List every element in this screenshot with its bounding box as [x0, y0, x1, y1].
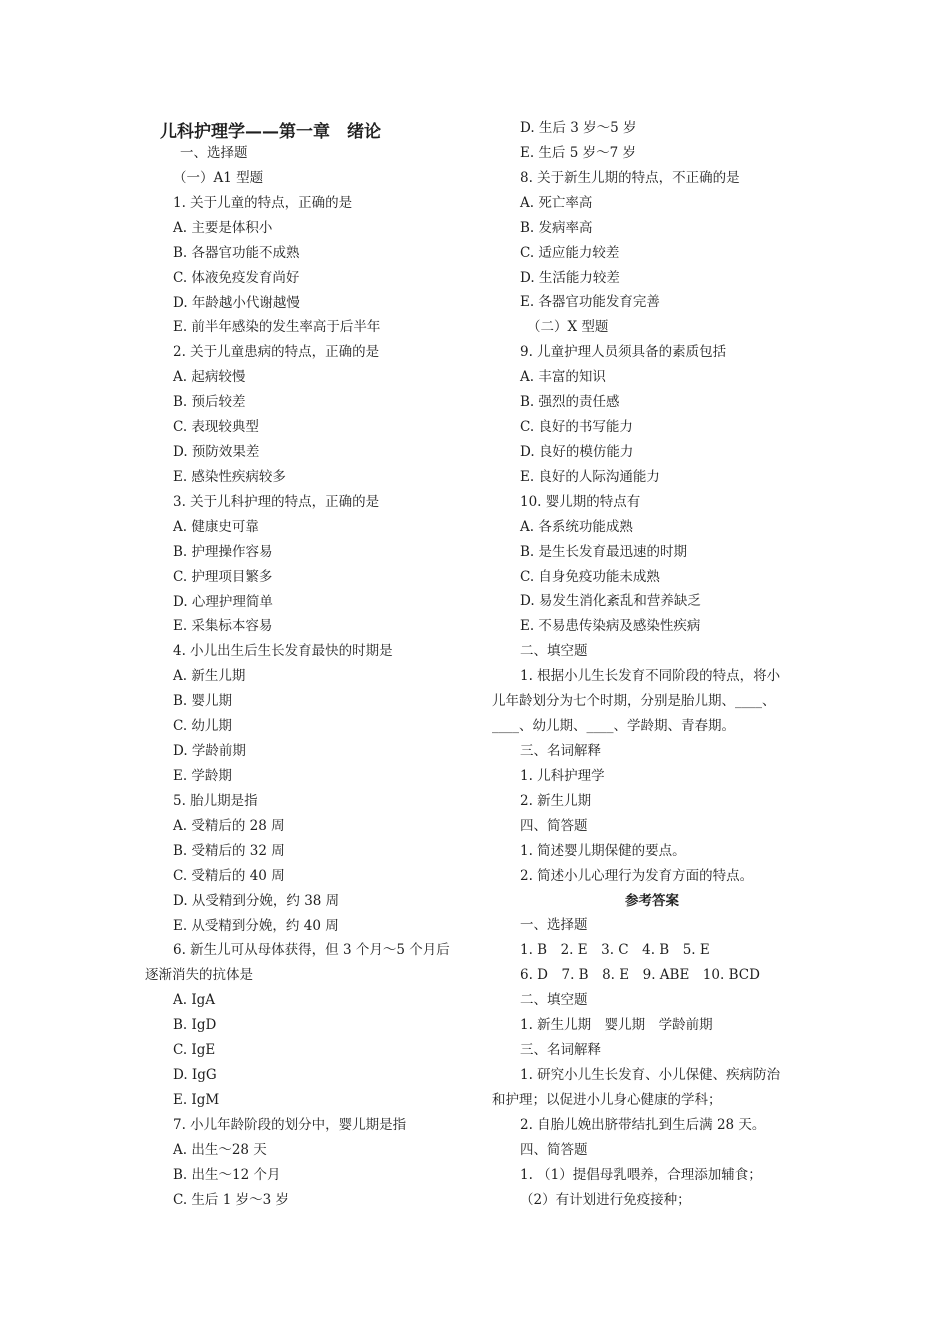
- text-line: 1. 简述婴儿期保健的要点。: [520, 842, 686, 859]
- text-line: C. 生后 1 岁～3 岁: [173, 1191, 289, 1208]
- text-line: 2. 简述小儿心理行为发育方面的特点。: [520, 867, 754, 884]
- text-line: A. IgA: [173, 992, 216, 1009]
- text-line: 10. 婴儿期的特点有: [520, 493, 641, 510]
- text-line: B. 是生长发育最迅速的时期: [520, 543, 688, 560]
- text-line: C. 幼儿期: [173, 718, 232, 735]
- text-line: B. 受精后的 32 周: [173, 842, 285, 859]
- text-line: A. 受精后的 28 周: [173, 817, 285, 834]
- text-line: 和护理；以促进小儿身心健康的学科；: [492, 1091, 722, 1108]
- text-line: 4. 小儿出生后生长发育最快的时期是: [173, 643, 393, 660]
- text-line: D. 良好的模仿能力: [520, 443, 634, 460]
- text-line: 一、选择题: [520, 917, 588, 934]
- text-line: A. 主要是体积小: [173, 219, 273, 236]
- text-line: 2. 自胎儿娩出脐带结扎到生后满 28 天。: [520, 1116, 766, 1133]
- text-line: 3. 关于儿科护理的特点，正确的是: [173, 493, 380, 510]
- text-line: 6. D 7. B 8. E 9. ABE 10. BCD: [520, 967, 760, 984]
- text-line: C. 良好的书写能力: [520, 419, 633, 436]
- text-line: B. 强烈的责任感: [520, 394, 620, 411]
- text-line: 1. 儿科护理学: [520, 767, 605, 784]
- text-line: E. 良好的人际沟通能力: [520, 468, 660, 485]
- text-line: E. 采集标本容易: [173, 618, 273, 635]
- text-line: E. 感染性疾病较多: [173, 468, 286, 485]
- text-line: B. 出生～12 个月: [173, 1166, 281, 1183]
- text-line: E. 从受精到分娩，约 40 周: [173, 917, 339, 934]
- text-line: 6. 新生儿可从母体获得，但 3 个月～5 个月后: [173, 942, 450, 959]
- text-line: 1. 新生儿期 婴儿期 学龄前期: [520, 1017, 713, 1034]
- text-line: （一）A1 型题: [173, 169, 264, 186]
- text-line: 三、名词解释: [520, 1042, 601, 1059]
- text-line: E. 学龄期: [173, 768, 232, 784]
- text-line: B. 发病率高: [520, 219, 593, 236]
- text-line: 四、简答题: [520, 817, 588, 834]
- text-line: D. 从受精到分娩，约 38 周: [173, 892, 340, 909]
- text-line: 1. B 2. E 3. C 4. B 5. E: [520, 942, 710, 959]
- text-line: 1. 根据小儿生长发育不同阶段的特点，将小: [520, 668, 781, 685]
- text-line: 2. 关于儿童患病的特点，正确的是: [173, 344, 380, 361]
- text-line: E. IgM: [173, 1091, 220, 1108]
- text-line: 1. 研究小儿生长发育、小儿保健、疾病防治: [520, 1066, 781, 1083]
- text-line: D. 心理护理简单: [173, 593, 273, 610]
- text-line: 7. 小儿年龄阶段的划分中，婴儿期是指: [173, 1116, 407, 1133]
- text-line: D. 易发生消化紊乱和营养缺乏: [520, 593, 701, 610]
- text-line: ____、幼儿期、____、学龄期、青春期。: [492, 718, 735, 735]
- text-line: C. 表现较典型: [173, 419, 259, 436]
- text-line: E. 生后 5 岁～7 岁: [520, 144, 636, 161]
- text-line: 四、简答题: [520, 1141, 588, 1158]
- text-line: C. 护理项目繁多: [173, 568, 273, 585]
- text-line: E. 各器官功能发育完善: [520, 294, 660, 311]
- text-line: E. 前半年感染的发生率高于后半年: [173, 319, 381, 336]
- text-line: A. 出生～28 天: [173, 1141, 267, 1158]
- text-line: D. 生后 3 岁～5 岁: [520, 120, 637, 136]
- text-line: 1. 关于儿童的特点，正确的是: [173, 194, 353, 211]
- text-line: E. 不易患传染病及感染性疾病: [520, 618, 701, 635]
- text-line: 9. 儿童护理人员须具备的素质包括: [520, 344, 727, 361]
- text-line: A. 新生儿期: [173, 668, 246, 685]
- text-line: 参考答案: [625, 892, 679, 909]
- text-line: B. 护理操作容易: [173, 543, 273, 560]
- text-line: 儿年龄划分为七个时期，分别是胎儿期、____、: [492, 693, 776, 710]
- text-line: 二、填空题: [520, 643, 588, 660]
- text-line: 三、名词解释: [520, 743, 601, 759]
- text-line: D. 生活能力较差: [520, 269, 620, 286]
- text-line: 1. （1）提倡母乳喂养，合理添加辅食；: [520, 1166, 762, 1183]
- text-line: C. 自身免疫功能未成熟: [520, 568, 660, 585]
- text-line: （二）X 型题: [527, 319, 609, 336]
- text-line: 8. 关于新生儿期的特点，不正确的是: [520, 169, 740, 186]
- text-line: B. 预后较差: [173, 394, 246, 411]
- text-line: （2）有计划进行免疫接种；: [520, 1191, 691, 1208]
- text-line: 一、选择题: [180, 145, 248, 161]
- text-line: A. 健康史可靠: [173, 518, 259, 535]
- text-line: D. IgG: [173, 1067, 217, 1084]
- text-line: C. 受精后的 40 周: [173, 867, 285, 884]
- text-line: 5. 胎儿期是指: [173, 792, 258, 809]
- text-line: C. IgE: [173, 1042, 216, 1059]
- text-line: A. 各系统功能成熟: [520, 518, 633, 535]
- text-line: 逐渐消失的抗体是: [145, 967, 253, 984]
- text-line: A. 起病较慢: [173, 369, 246, 386]
- text-line: 2. 新生儿期: [520, 792, 592, 809]
- text-line: D. 预防效果差: [173, 444, 260, 461]
- text-line: 二、填空题: [520, 992, 588, 1009]
- text-line: D. 年龄越小代谢越慢: [173, 294, 300, 311]
- text-line: A. 死亡率高: [520, 194, 593, 211]
- text-line: B. IgD: [173, 1017, 217, 1034]
- text-line: C. 体液免疫发育尚好: [173, 269, 300, 286]
- text-line: C. 适应能力较差: [520, 244, 620, 261]
- text-line: D. 学龄前期: [173, 743, 246, 760]
- document-title: 儿科护理学——第一章 绪论: [160, 122, 381, 142]
- text-line: B. 婴儿期: [173, 693, 233, 710]
- text-line: B. 各器官功能不成熟: [173, 244, 300, 261]
- text-line: A. 丰富的知识: [520, 369, 606, 386]
